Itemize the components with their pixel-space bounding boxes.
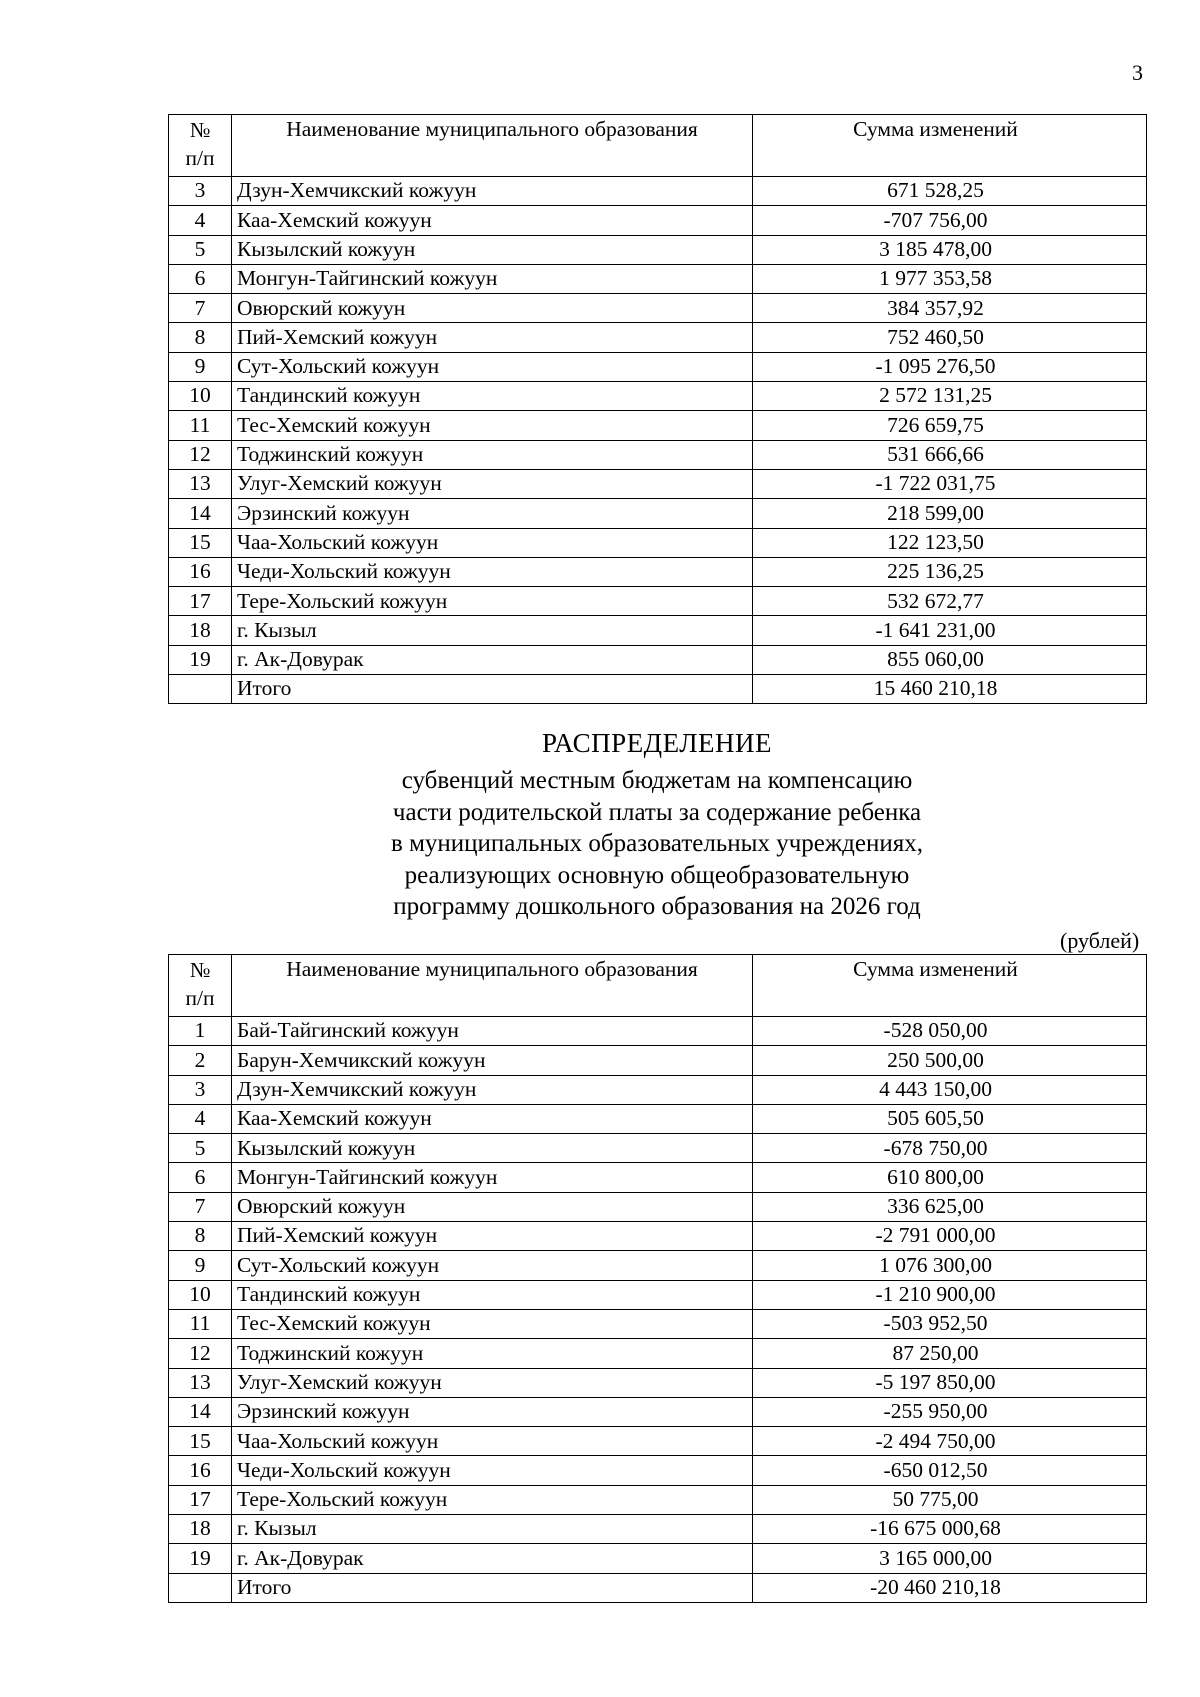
table-row — [169, 235, 1147, 264]
row-number: 11 — [169, 1309, 232, 1338]
table-row — [169, 528, 1147, 557]
table-row — [169, 1075, 1147, 1104]
row-number: 10 — [169, 382, 232, 411]
municipality-name: Тес-Хемский кожуун — [232, 1309, 753, 1338]
row-number: 12 — [169, 1339, 232, 1368]
change-amount: -2 791 000,00 — [753, 1222, 1147, 1251]
table-row — [169, 206, 1147, 235]
change-amount: 726 659,75 — [753, 411, 1147, 440]
row-number: 4 — [169, 1104, 232, 1133]
table-row — [169, 382, 1147, 411]
row-number: 16 — [169, 557, 232, 586]
table-row — [169, 1134, 1147, 1163]
table-row — [169, 323, 1147, 352]
row-number: 13 — [169, 1368, 232, 1397]
change-amount: 3 185 478,00 — [753, 235, 1147, 264]
change-amount: 532 672,77 — [753, 587, 1147, 616]
municipality-name: Чаа-Хольский кожуун — [232, 528, 753, 557]
municipality-name: Улуг-Хемский кожуун — [232, 469, 753, 498]
row-number: 9 — [169, 352, 232, 381]
change-amount: 531 666,66 — [753, 440, 1147, 469]
change-amount: -1 210 900,00 — [753, 1280, 1147, 1309]
change-amount: 1 977 353,58 — [753, 264, 1147, 293]
change-amount: -2 494 750,00 — [753, 1427, 1147, 1456]
change-amount: -255 950,00 — [753, 1397, 1147, 1426]
section-subtitle-line: субвенций местным бюджетам на компенсацию — [401, 767, 913, 794]
row-number: 7 — [169, 1192, 232, 1221]
change-amount: 336 625,00 — [753, 1192, 1147, 1221]
section-subtitle-line: части родительской платы за содержание ребенка — [392, 798, 922, 826]
change-amount: 1 076 300,00 — [753, 1251, 1147, 1280]
header-number-symbol: № — [189, 118, 211, 142]
table-row — [169, 1427, 1147, 1456]
change-amount: -1 095 276,50 — [753, 352, 1147, 381]
table-row — [169, 616, 1147, 645]
change-amount: -5 197 850,00 — [753, 1368, 1147, 1397]
table-row — [169, 645, 1147, 674]
row-number: 19 — [169, 1544, 232, 1573]
distribution-table — [168, 954, 1147, 1603]
row-number: 8 — [169, 1222, 232, 1251]
change-amount: 505 605,50 — [753, 1104, 1147, 1133]
change-amount: 218 599,00 — [753, 499, 1147, 528]
header-number-cell — [169, 955, 232, 1017]
municipality-name: Пий-Хемский кожуун — [232, 323, 753, 352]
row-number: 11 — [169, 411, 232, 440]
change-amount: 87 250,00 — [753, 1339, 1147, 1368]
change-amount: 4 443 150,00 — [753, 1075, 1147, 1104]
table-row — [169, 1222, 1147, 1251]
table-row — [169, 1251, 1147, 1280]
row-number — [169, 1573, 232, 1602]
table-row — [169, 469, 1147, 498]
municipality-name: Бай-Тайгинский кожуун — [232, 1017, 753, 1046]
municipality-name: Чеди-Хольский кожуун — [232, 1456, 753, 1485]
table-row — [169, 1163, 1147, 1192]
change-amount: 50 775,00 — [753, 1485, 1147, 1514]
table-row — [169, 294, 1147, 323]
change-amount: 15 460 210,18 — [753, 675, 1147, 704]
change-amount: 671 528,25 — [753, 177, 1147, 206]
table-total-row — [169, 675, 1147, 704]
row-number: 2 — [169, 1046, 232, 1075]
change-amount: 225 136,25 — [753, 557, 1147, 586]
municipality-name: Кызылский кожуун — [232, 235, 753, 264]
change-amount: 384 357,92 — [753, 294, 1147, 323]
table-row — [169, 1456, 1147, 1485]
municipality-name: Барун-Хемчикский кожуун — [232, 1046, 753, 1075]
row-number: 8 — [169, 323, 232, 352]
row-number: 15 — [169, 1427, 232, 1456]
row-number: 12 — [169, 440, 232, 469]
change-amount: -1 722 031,75 — [753, 469, 1147, 498]
change-amount: 250 500,00 — [753, 1046, 1147, 1075]
municipality-name: г. Кызыл — [232, 616, 753, 645]
distribution-heading — [168, 728, 1146, 923]
header-change-amount: Сумма изменений — [753, 115, 1147, 177]
change-amount: 610 800,00 — [753, 1163, 1147, 1192]
municipality-name: Пий-Хемский кожуун — [232, 1222, 753, 1251]
municipality-name: Сут-Хольский кожуун — [232, 1251, 753, 1280]
changes-table-continued — [168, 114, 1147, 704]
municipality-name: Монгун-Тайгинский кожуун — [232, 264, 753, 293]
currency-units: (рублей) — [1060, 928, 1140, 953]
table-row — [169, 1280, 1147, 1309]
municipality-name: Итого — [232, 675, 753, 704]
row-number: 6 — [169, 1163, 232, 1192]
municipality-name: Эрзинский кожуун — [232, 1397, 753, 1426]
change-amount: 2 572 131,25 — [753, 382, 1147, 411]
table-total-row — [169, 1573, 1147, 1602]
table-row — [169, 1192, 1147, 1221]
table-row — [169, 411, 1147, 440]
table-row — [169, 1368, 1147, 1397]
row-number: 3 — [169, 1075, 232, 1104]
municipality-name: Тес-Хемский кожуун — [232, 411, 753, 440]
row-number: 17 — [169, 1485, 232, 1514]
change-amount: 3 165 000,00 — [753, 1544, 1147, 1573]
municipality-name: Тере-Хольский кожуун — [232, 587, 753, 616]
table-row — [169, 177, 1147, 206]
row-number: 14 — [169, 499, 232, 528]
table-row — [169, 264, 1147, 293]
municipality-name: Дзун-Хемчикский кожуун — [232, 177, 753, 206]
changes-table-body — [169, 115, 1147, 704]
municipality-name: Овюрский кожуун — [232, 1192, 753, 1221]
header-number-symbol: № — [189, 958, 211, 982]
row-number — [169, 675, 232, 704]
section-subtitle-line: в муниципальных образовательных учреждениях, — [391, 830, 923, 857]
change-amount: -678 750,00 — [753, 1134, 1147, 1163]
table-row — [169, 1515, 1147, 1544]
row-number: 7 — [169, 294, 232, 323]
municipality-name: г. Ак-Довурак — [232, 1544, 753, 1573]
distribution-table-body — [169, 955, 1147, 1603]
change-amount: -650 012,50 — [753, 1456, 1147, 1485]
municipality-name: Монгун-Тайгинский кожуун — [232, 1163, 753, 1192]
table-row — [169, 1397, 1147, 1426]
municipality-name: Каа-Хемский кожуун — [232, 1104, 753, 1133]
row-number: 14 — [169, 1397, 232, 1426]
municipality-name: Овюрский кожуун — [232, 294, 753, 323]
municipality-name: г. Кызыл — [232, 1515, 753, 1544]
municipality-name: Чаа-Хольский кожуун — [232, 1427, 753, 1456]
municipality-name: Тоджинский кожуун — [232, 1339, 753, 1368]
table-row — [169, 352, 1147, 381]
municipality-name: Каа-Хемский кожуун — [232, 206, 753, 235]
table-row — [169, 1046, 1147, 1075]
header-change-amount: Сумма изменений — [753, 955, 1147, 1017]
header-municipality: Наименование муниципального образования — [232, 115, 753, 177]
table-row — [169, 587, 1147, 616]
table-row — [169, 1544, 1147, 1573]
row-number: 1 — [169, 1017, 232, 1046]
section-subtitle-line: программу дошкольного образования на 2026 год — [393, 893, 921, 920]
row-number: 5 — [169, 235, 232, 264]
municipality-name: Дзун-Хемчикский кожуун — [232, 1075, 753, 1104]
row-number: 9 — [169, 1251, 232, 1280]
change-amount: -528 050,00 — [753, 1017, 1147, 1046]
page-number: 3 — [1132, 60, 1143, 85]
table-row — [169, 499, 1147, 528]
row-number: 15 — [169, 528, 232, 557]
row-number: 10 — [169, 1280, 232, 1309]
header-number-cell — [169, 115, 232, 177]
municipality-name: Кызылский кожуун — [232, 1134, 753, 1163]
change-amount: 752 460,50 — [753, 323, 1147, 352]
municipality-name: Улуг-Хемский кожуун — [232, 1368, 753, 1397]
row-number: 5 — [169, 1134, 232, 1163]
row-number: 18 — [169, 616, 232, 645]
change-amount: -503 952,50 — [753, 1309, 1147, 1338]
change-amount: -20 460 210,18 — [753, 1573, 1147, 1602]
municipality-name: Тоджинский кожуун — [232, 440, 753, 469]
table-row — [169, 440, 1147, 469]
change-amount: -1 641 231,00 — [753, 616, 1147, 645]
change-amount: 122 123,50 — [753, 528, 1147, 557]
row-number: 3 — [169, 177, 232, 206]
municipality-name: Чеди-Хольский кожуун — [232, 557, 753, 586]
municipality-name: Сут-Хольский кожуун — [232, 352, 753, 381]
municipality-name: Тере-Хольский кожуун — [232, 1485, 753, 1514]
header-number-abbrev: п/п — [185, 986, 215, 1010]
row-number: 16 — [169, 1456, 232, 1485]
section-subtitle-line: реализующих основную общеобразовательную — [404, 861, 910, 889]
table-header-row — [169, 955, 1147, 1017]
municipality-name: Эрзинский кожуун — [232, 499, 753, 528]
row-number: 19 — [169, 645, 232, 674]
municipality-name: Тандинский кожуун — [232, 1280, 753, 1309]
header-municipality: Наименование муниципального образования — [232, 955, 753, 1017]
section-title: РАСПРЕДЕЛЕНИЕ — [541, 728, 773, 758]
table-row — [169, 1017, 1147, 1046]
municipality-name: Итого — [232, 1573, 753, 1602]
row-number: 4 — [169, 206, 232, 235]
change-amount: -707 756,00 — [753, 206, 1147, 235]
row-number: 6 — [169, 264, 232, 293]
row-number: 13 — [169, 469, 232, 498]
header-number-abbrev: п/п — [185, 146, 215, 170]
change-amount: 855 060,00 — [753, 645, 1147, 674]
row-number: 17 — [169, 587, 232, 616]
table-row — [169, 1104, 1147, 1133]
municipality-name: Тандинский кожуун — [232, 382, 753, 411]
table-row — [169, 557, 1147, 586]
table-row — [169, 1485, 1147, 1514]
change-amount: -16 675 000,68 — [753, 1515, 1147, 1544]
table-header-row — [169, 115, 1147, 177]
table-row — [169, 1339, 1147, 1368]
row-number: 18 — [169, 1515, 232, 1544]
table-row — [169, 1309, 1147, 1338]
municipality-name: г. Ак-Довурак — [232, 645, 753, 674]
